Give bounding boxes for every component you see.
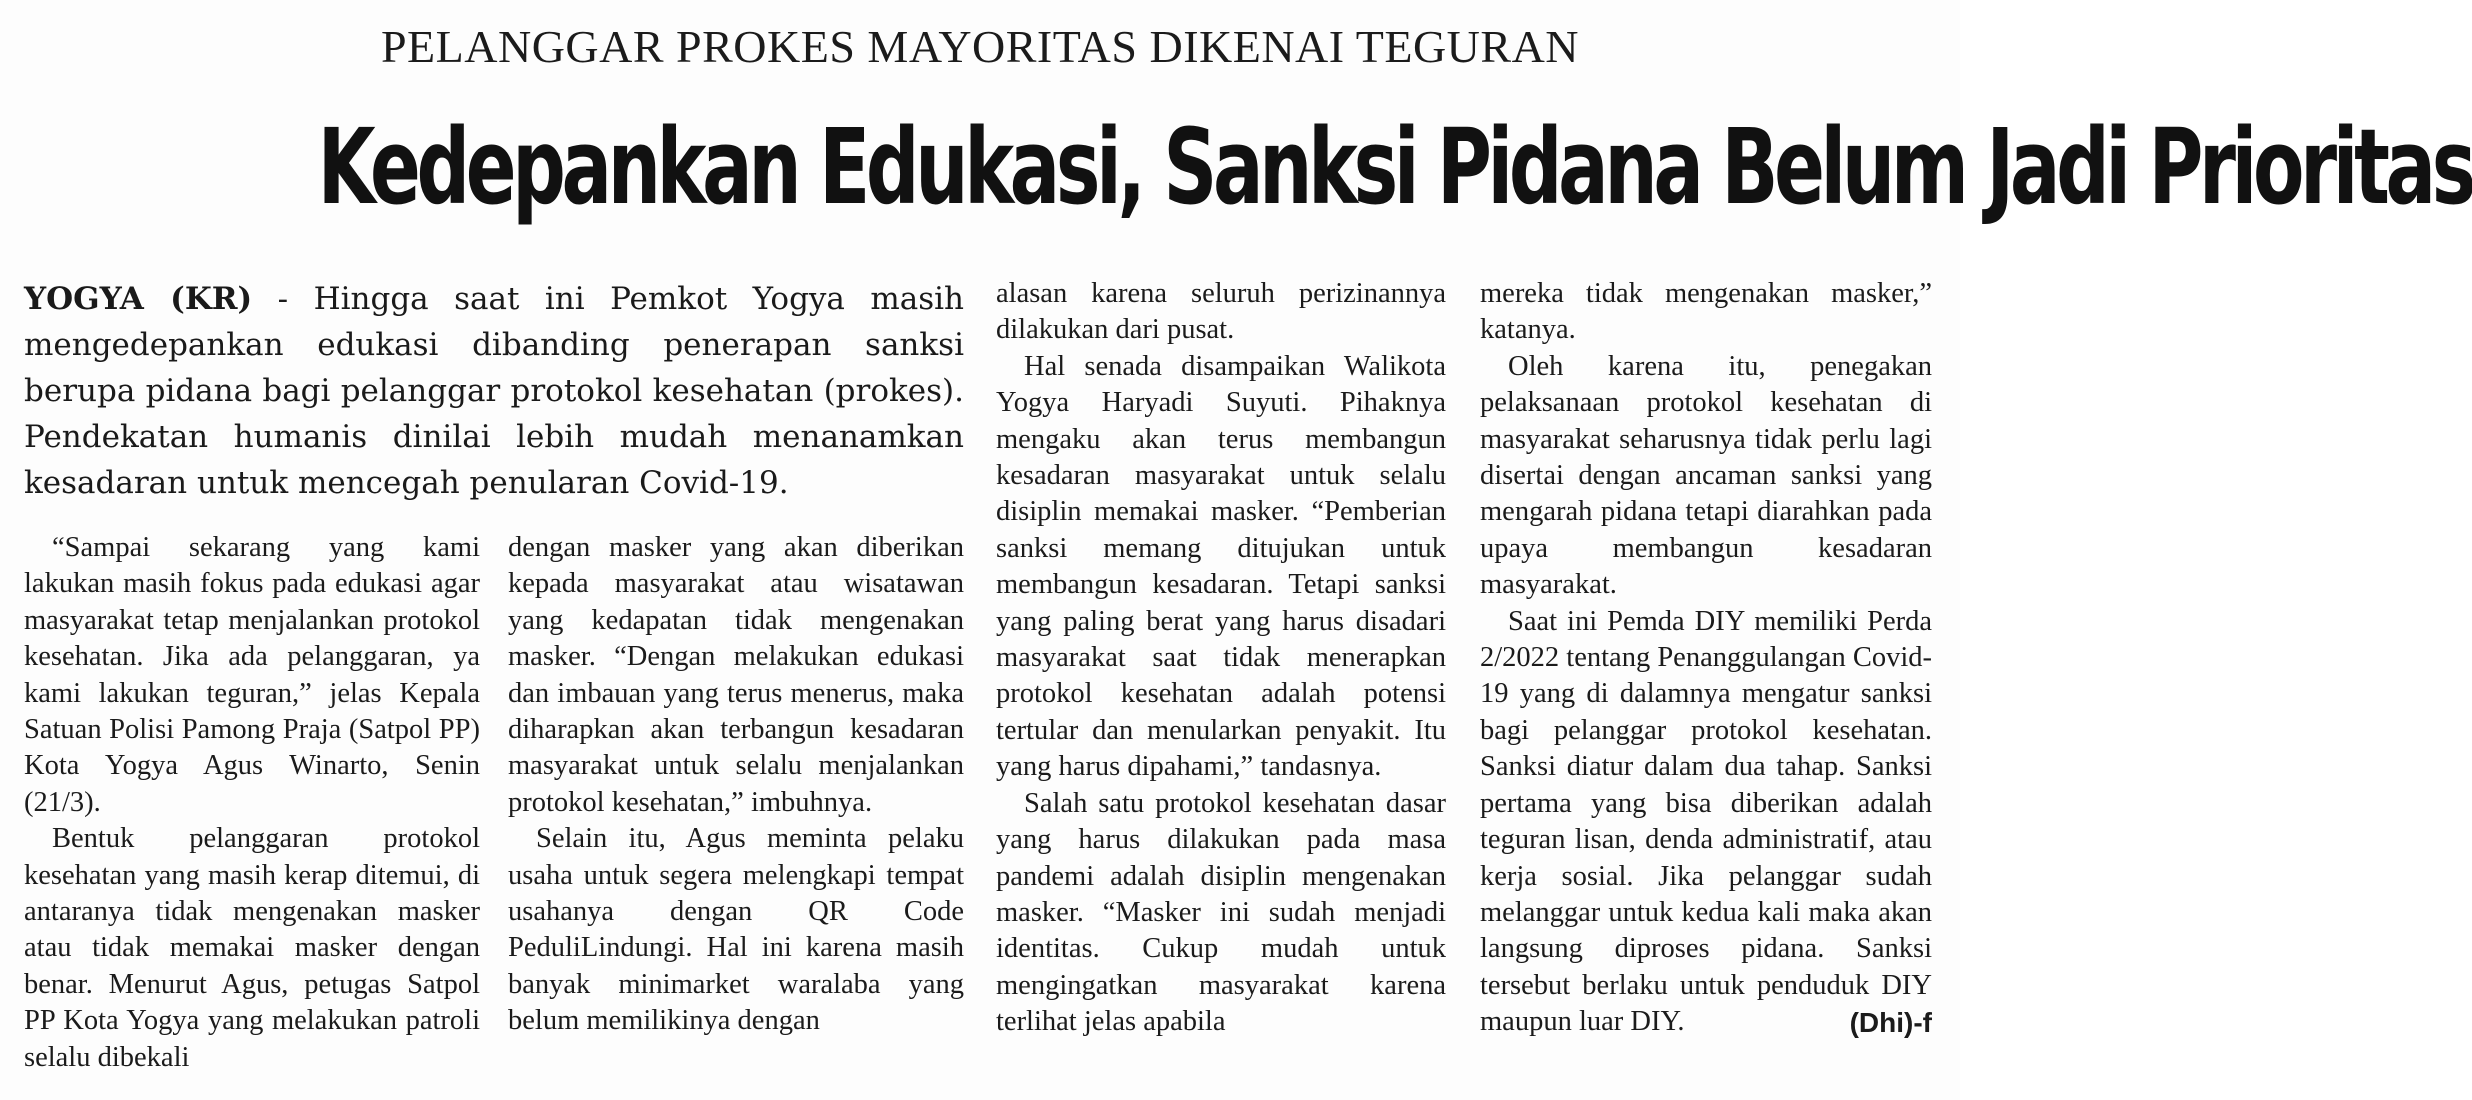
lead-paragraph [24, 276, 964, 506]
paragraph: Hal senada disampaikan Walikota Yogya Haryadi Suyuti. Pihaknya mengaku akan terus membangun kesadaran masyarakat untuk selalu disiplin memakai masker. “Pemberian sanksi memang ditujukan untuk membangun kesadaran. Tetapi sanksi yang paling berat yang harus disadari masyarakat saat tidak menerapkan protokol kesehatan adalah potensi tertular dan menularkan penyakit. Itu yang harus dipahami,” tandasnya. [996, 350, 1446, 783]
column-2 [508, 530, 964, 1040]
paragraph: Oleh karena itu, penegakan pelaksanaan protokol kesehatan di masyarakat seharusnya tidak perlu lagi disertai dengan ancaman sanksi yang mengarah pidana tetapi diarahkan pada upaya membangun kesadaran masyarakat. [1480, 350, 1932, 601]
paragraph: mereka tidak mengenakan masker,” katanya. [1480, 278, 1932, 346]
dateline: YOGYA (KR) [24, 281, 253, 317]
paragraph: Salah satu protokol kesehatan dasar yang harus dilakukan pada masa pandemi adalah disiplin mengenakan masker. “Masker ini sudah menjadi identitas. Cukup mudah untuk mengingatkan masyarakat karena terlihat jelas apabila [996, 787, 1446, 1038]
paragraph: Bentuk pelanggaran protokol kesehatan yang masih kerap ditemui, di antaranya tidak mengenakan masker atau tidak memakai masker dengan benar. Menurut Agus, petugas Satpol PP Kota Yogya yang melakukan patroli selalu dibekali [24, 823, 480, 1073]
paragraph: dengan masker yang akan diberikan kepada masyarakat atau wisatawan yang kedapatan tidak mengenakan masker. “Dengan melakukan edukasi dan imbauan yang terus menerus, maka diharapkan akan terbangun kesadaran masyarakat untuk selalu menjalankan protokol kesehatan,” imbuhnya. [508, 532, 964, 818]
lead-text: - Hingga saat ini Pemkot Yogya masih mengedepankan edukasi dibanding penerapan sanksi berupa pidana bagi pelanggar protokol kesehatan (prokes). Pendekatan humanis dinilai lebih mudah menanamkan kesadaran untuk mencegah penularan Covid-19. [24, 281, 965, 501]
column-1 [24, 530, 480, 1076]
paragraph: Selain itu, Agus meminta pelaku usaha untuk segera melengkapi tempat usahanya dengan QR Code PeduliLindungi. Hal ini karena masih banyak minimarket waralaba yang belum memilikinya dengan [508, 823, 964, 1037]
kicker-subheadline: PELANGGAR PROKES MAYORITAS DIKENAI TEGURAN [380, 21, 1580, 72]
author-signature: (Dhi)-f [1849, 1006, 1932, 1038]
paragraph: “Sampai sekarang yang kami lakukan masih fokus pada edukasi agar masyarakat tetap menjalankan protokol kesehatan. Jika ada pelanggaran, ya kami lakukan teguran,” jelas Kepala Satuan Polisi Pamong Praja (Satpol PP) Kota Yogya Agus Winarto, Senin (21/3). [24, 532, 480, 818]
headline: Kedepankan Edukasi, Sanksi Pidana Belum Jadi Prioritas [317, 106, 2472, 228]
column-4 [1480, 276, 1932, 1041]
paragraph: Saat ini Pemda DIY memiliki Perda 2/2022 tentang Penanggulangan Covid-19 yang di dalamnya mengatur sanksi bagi pelanggar protokol kesehatan. Sanksi diatur dalam dua tahap. Sanksi pertama yang bisa diberikan adalah teguran lisan, denda administratif, atau kerja sosial. Jika pelanggar sudah melanggar untuk kedua kali maka akan langsung diproses pidana. Sanksi tersebut berlaku untuk penduduk DIY maupun luar DIY. [1480, 605, 1932, 1038]
paragraph: alasan karena seluruh perizinannya dilakukan dari pusat. [996, 278, 1446, 346]
column-3 [996, 276, 1446, 1041]
